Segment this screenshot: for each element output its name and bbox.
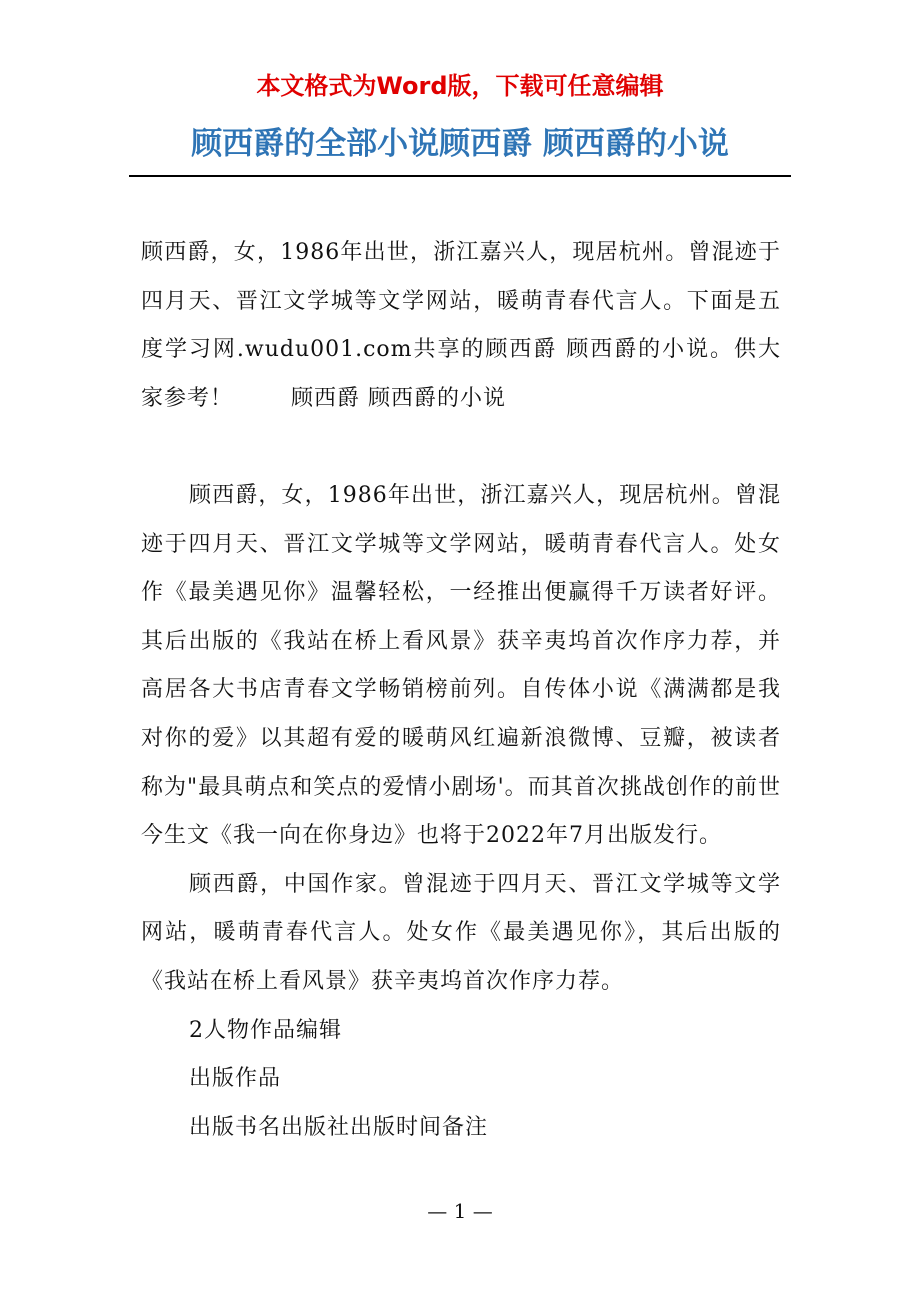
document-title: 顾西爵的全部小说顾西爵 顾西爵的小说: [191, 126, 729, 162]
intro-tail: 顾西爵 顾西爵的小说: [291, 385, 507, 411]
body-paragraph: 顾西爵，女，1986年出世，浙江嘉兴人，现居杭州。曾混迹于四月天、晋江文学城等文学网站，暖萌青春代言人。处女作《最美遇见你》温馨轻松，一经推出便赢得千万读者好评。其后出版的《我站在桥上看风景》获辛夷坞首次作序力荐，并高居各大书店青春文学畅销榜前列。自传体小说《满满都是我对你的爱》以其超有爱的暖萌风红遍新浪微博、豆瓣，被读者称为"最具萌点和笑点的爱情小剧场'。而其首次挑战创作的前世今生文《我一向在你身边》也将于2022年7月出版发行。: [141, 482, 781, 849]
intro-paragraph: [141, 229, 781, 423]
document-body: [141, 229, 781, 1152]
body-paragraph: 顾西爵，中国作家。曾混迹于四月天、晋江文学城等文学网站，暖萌青春代言人。处女作《最美遇见你》，其后出版的《我站在桥上看风景》获辛夷坞首次作序力荐。: [141, 871, 781, 994]
title-divider: [129, 175, 791, 177]
page-number: — 1 —: [427, 1199, 493, 1223]
subsection-heading: 出版作品: [189, 1066, 282, 1092]
format-banner: 本文格式为Word版，下载可任意编辑: [256, 72, 664, 100]
table-header-line: 出版书名出版社出版时间备注: [189, 1114, 489, 1140]
intro-text: 顾西爵，女，1986年出世，浙江嘉兴人，现居杭州。曾混迹于四月天、晋江文学城等文学网站，暖萌青春代言人。下面是五度学习网.wudu001.com共享的顾西爵 顾西爵的小说。供大家参考！: [141, 240, 781, 411]
section-heading: 2人物作品编辑: [189, 1017, 342, 1043]
